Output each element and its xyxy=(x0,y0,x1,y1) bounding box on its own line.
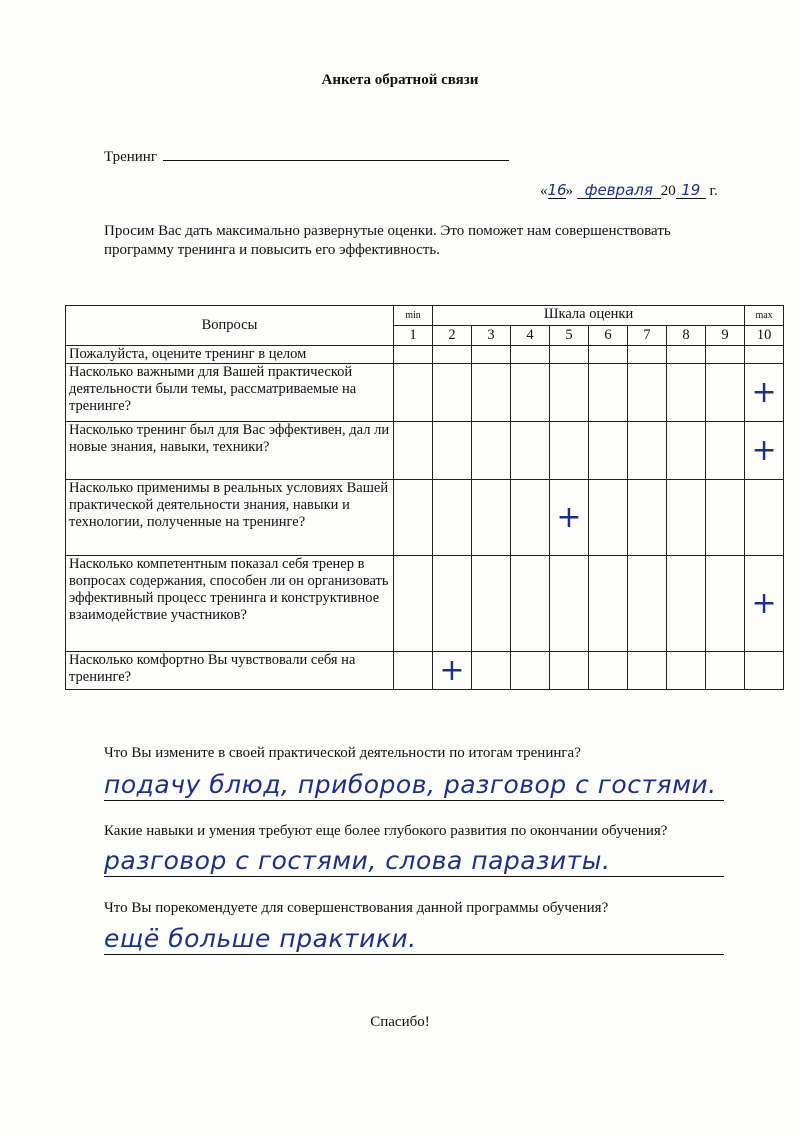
form-title: Анкета обратной связи xyxy=(321,72,479,88)
rating-cell-6[interactable] xyxy=(589,422,628,480)
rating-cell-10[interactable] xyxy=(745,422,784,480)
scale-number-8: 8 xyxy=(667,326,706,346)
answer-3[interactable]: ещё больше практики. xyxy=(104,924,724,955)
rating-cell-9[interactable] xyxy=(706,422,745,480)
rating-cell-10[interactable] xyxy=(745,346,784,364)
rating-cell-3[interactable] xyxy=(472,346,511,364)
rating-cell-10[interactable] xyxy=(745,556,784,652)
rating-cell-7[interactable] xyxy=(628,652,667,690)
rating-cell-7[interactable] xyxy=(628,364,667,422)
check-mark: + xyxy=(751,585,777,621)
rating-cell-8[interactable] xyxy=(667,652,706,690)
rating-cell-2[interactable] xyxy=(433,556,472,652)
rating-cell-5[interactable] xyxy=(550,346,589,364)
check-mark: + xyxy=(556,499,582,535)
rating-cell-2[interactable] xyxy=(433,480,472,556)
rating-cell-5[interactable] xyxy=(550,652,589,690)
rating-cell-8[interactable] xyxy=(667,364,706,422)
rating-cell-2[interactable] xyxy=(433,422,472,480)
max-header-cell xyxy=(745,306,784,326)
scale-number-7: 7 xyxy=(628,326,667,346)
rating-cell-5[interactable] xyxy=(550,556,589,652)
rating-cell-10[interactable] xyxy=(745,480,784,556)
training-blank-line[interactable] xyxy=(163,146,509,161)
question-1-label: Что Вы измените в своей практической деятельности по итогам тренинга? xyxy=(104,745,581,761)
scale-number-6: 6 xyxy=(589,326,628,346)
table-row xyxy=(66,346,784,364)
rating-cell-1[interactable] xyxy=(394,422,433,480)
date-field xyxy=(540,182,718,200)
table-row xyxy=(66,480,784,556)
question-2-label: Какие навыки и умения требуют еще более глубокого развития по окончании обучения? xyxy=(104,823,668,839)
answer-2[interactable]: разговор с гостями, слова паразиты. xyxy=(104,846,724,877)
date-open-quote: « xyxy=(540,183,548,199)
rating-cell-6[interactable] xyxy=(589,346,628,364)
rating-cell-2[interactable] xyxy=(433,364,472,422)
question-text: Пожалуйста, оцените тренинг в целом xyxy=(66,346,394,364)
training-label: Тренинг xyxy=(104,149,157,165)
rating-cell-1[interactable] xyxy=(394,556,433,652)
rating-cell-7[interactable] xyxy=(628,556,667,652)
check-mark: + xyxy=(439,652,465,688)
rating-cell-5[interactable] xyxy=(550,364,589,422)
rating-cell-9[interactable] xyxy=(706,346,745,364)
scale-number-5: 5 xyxy=(550,326,589,346)
rating-cell-9[interactable] xyxy=(706,480,745,556)
rating-cell-9[interactable] xyxy=(706,652,745,690)
question-text: Насколько важными для Вашей практической деятельности были темы, рассматриваемые на тренинге? xyxy=(66,364,394,422)
rating-cell-10[interactable] xyxy=(745,652,784,690)
rating-cell-9[interactable] xyxy=(706,364,745,422)
scale-number-4: 4 xyxy=(511,326,550,346)
rating-cell-6[interactable] xyxy=(589,364,628,422)
rating-cell-4[interactable] xyxy=(511,364,550,422)
rating-cell-4[interactable] xyxy=(511,480,550,556)
rating-cell-1[interactable] xyxy=(394,480,433,556)
table-row xyxy=(66,556,784,652)
rating-cell-5[interactable] xyxy=(550,422,589,480)
rating-cell-1[interactable] xyxy=(394,652,433,690)
table-row xyxy=(66,652,784,690)
scale-number-9: 9 xyxy=(706,326,745,346)
rating-cell-2[interactable] xyxy=(433,652,472,690)
question-text: Насколько применимы в реальных условиях Вашей практической деятельности знания, навыки и технологии, полученные на тренинге? xyxy=(66,480,394,556)
rating-cell-4[interactable] xyxy=(511,422,550,480)
rating-cell-8[interactable] xyxy=(667,480,706,556)
date-year-suffix[interactable]: 19 xyxy=(676,182,706,199)
date-month[interactable]: февраля xyxy=(577,182,661,199)
rating-cell-6[interactable] xyxy=(589,556,628,652)
scale-number-1: 1 xyxy=(394,326,433,346)
intro-text: Просим Вас дать максимально развернутые оценки. Это поможет нам совершенствовать программу тренинга и повысить его эффективность. xyxy=(104,223,671,258)
thanks-text: Спасибо! xyxy=(370,1014,430,1030)
date-close-quote: » xyxy=(565,183,573,199)
table-row xyxy=(66,364,784,422)
rating-cell-2[interactable] xyxy=(433,346,472,364)
rating-cell-8[interactable] xyxy=(667,422,706,480)
date-day[interactable]: 16 xyxy=(547,181,567,199)
rating-cell-1[interactable] xyxy=(394,346,433,364)
scale-number-10: 10 xyxy=(745,326,784,346)
rating-cell-7[interactable] xyxy=(628,346,667,364)
rating-cell-10[interactable] xyxy=(745,364,784,422)
date-year-prefix: 20 xyxy=(660,183,676,199)
max-label: max xyxy=(755,310,773,321)
rating-cell-3[interactable] xyxy=(472,364,511,422)
rating-cell-3[interactable] xyxy=(472,556,511,652)
rating-cell-7[interactable] xyxy=(628,422,667,480)
rating-cell-3[interactable] xyxy=(472,422,511,480)
rating-cell-6[interactable] xyxy=(589,652,628,690)
question-text: Насколько комфортно Вы чувствовали себя на тренинге? xyxy=(66,652,394,690)
rating-cell-4[interactable] xyxy=(511,556,550,652)
check-mark: + xyxy=(751,432,777,468)
rating-cell-3[interactable] xyxy=(472,480,511,556)
rating-cell-7[interactable] xyxy=(628,480,667,556)
min-label: min xyxy=(405,310,421,321)
rating-cell-5[interactable] xyxy=(550,480,589,556)
table-row xyxy=(66,422,784,480)
scale-number-3: 3 xyxy=(472,326,511,346)
rating-table xyxy=(65,305,784,690)
rating-cell-9[interactable] xyxy=(706,556,745,652)
answer-1[interactable]: подачу блюд, приборов, разговор с гостями. xyxy=(104,770,724,801)
rating-cell-8[interactable] xyxy=(667,556,706,652)
scale-number-2: 2 xyxy=(433,326,472,346)
question-3-label: Что Вы порекомендуете для совершенствования данной программы обучения? xyxy=(104,900,609,916)
questions-header: Вопросы xyxy=(66,306,394,346)
check-mark: + xyxy=(751,374,777,410)
date-year-unit: г. xyxy=(709,183,718,199)
min-header-cell xyxy=(394,306,433,326)
question-text: Насколько компетентным показал себя тренер в вопросах содержания, способен ли он организовать эффективный процесс тренинга и конструктивное взаимодействие участников? xyxy=(66,556,394,652)
rating-cell-6[interactable] xyxy=(589,480,628,556)
scale-header: Шкала оценки xyxy=(433,306,745,326)
question-text: Насколько тренинг был для Вас эффективен, дал ли новые знания, навыки, техники? xyxy=(66,422,394,480)
rating-cell-8[interactable] xyxy=(667,346,706,364)
training-field xyxy=(104,146,509,166)
rating-cell-3[interactable] xyxy=(472,652,511,690)
rating-cell-4[interactable] xyxy=(511,652,550,690)
rating-cell-1[interactable] xyxy=(394,364,433,422)
rating-cell-4[interactable] xyxy=(511,346,550,364)
